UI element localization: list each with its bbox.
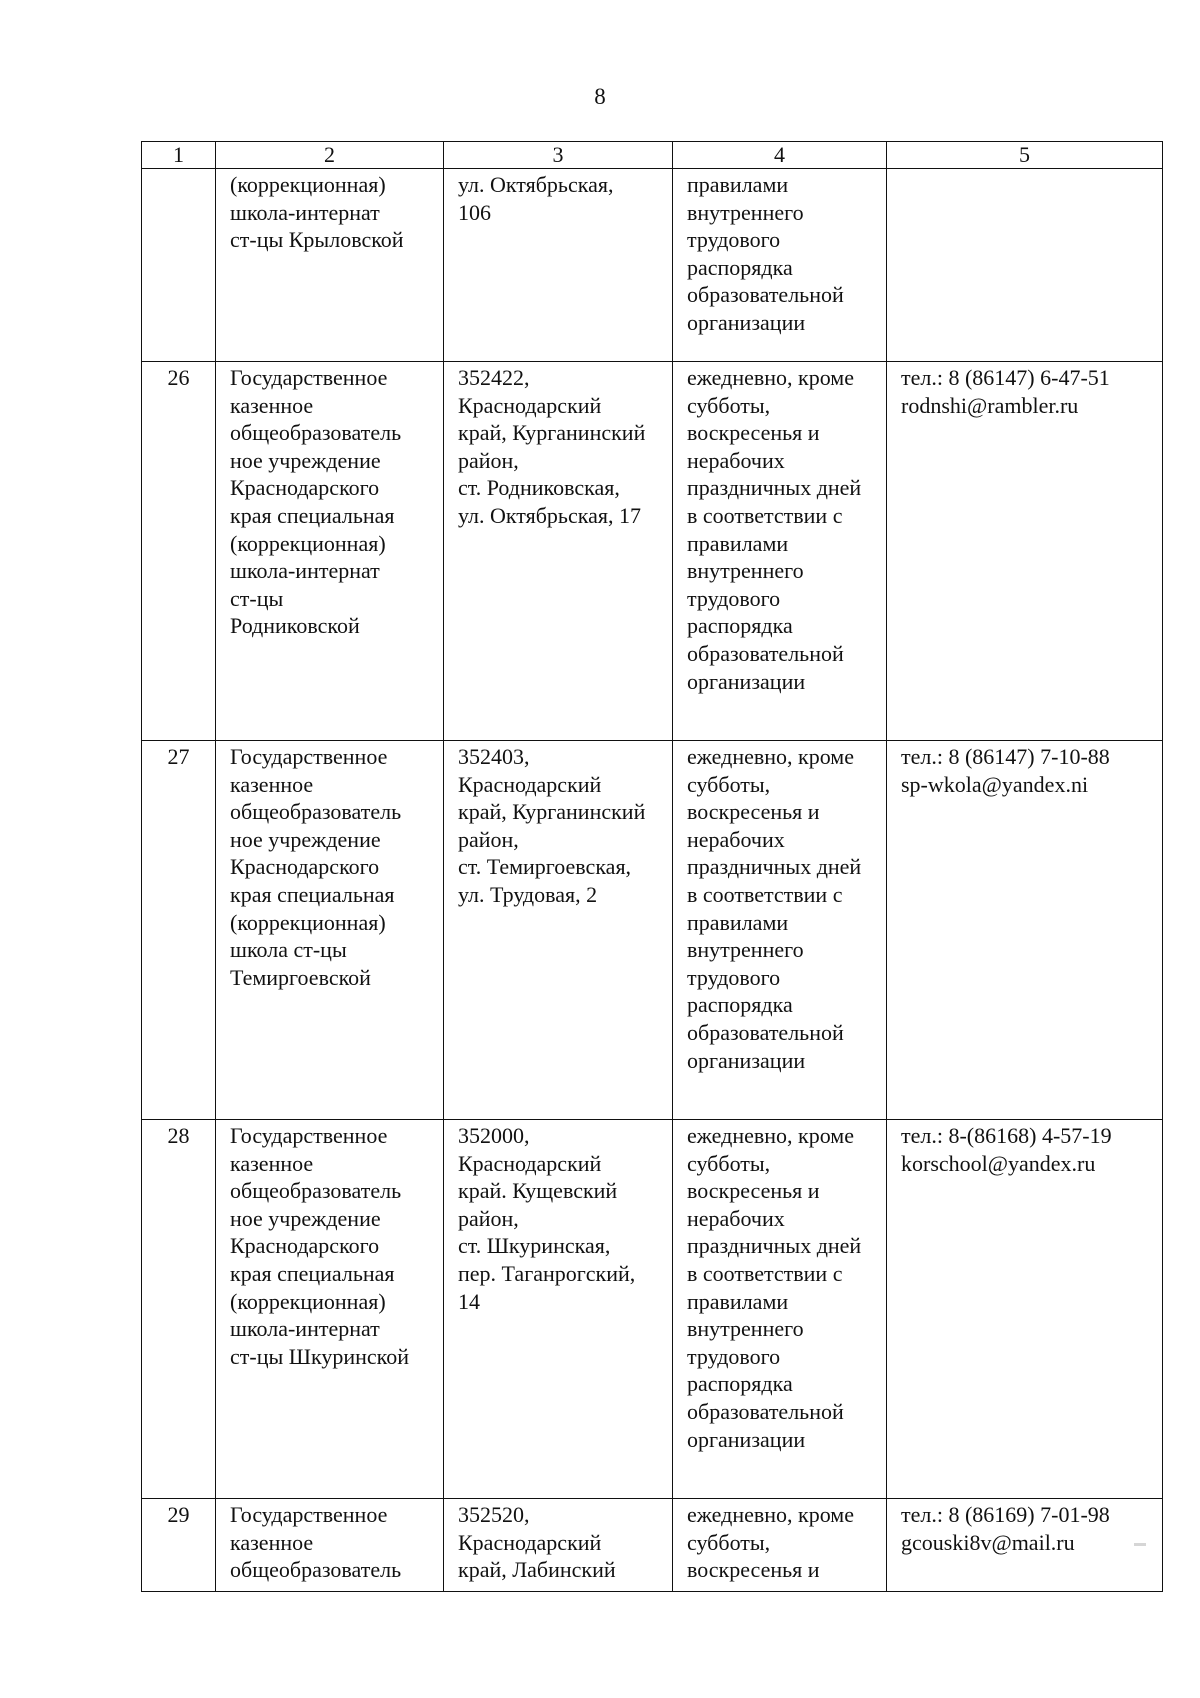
row-number: 27 (142, 741, 216, 1120)
column-header-2: 2 (216, 142, 444, 169)
row-number: 28 (142, 1120, 216, 1499)
working-schedule: ежедневно, кроме субботы, воскресенья и нерабочих праздничных дней в соответствии с правилами внутреннего трудового распорядка образовательной организации (673, 362, 887, 741)
institution-name: Государственное казенное общеобразователь ное учреждение Краснодарского края специальная (коррекционная) школа ст-цы Темиргоевской (216, 741, 444, 1120)
column-header-1: 1 (142, 142, 216, 169)
institution-address: 352520, Краснодарский край, Лабинский (444, 1499, 673, 1592)
column-header-5: 5 (887, 142, 1163, 169)
column-header-3: 3 (444, 142, 673, 169)
table-row (142, 1499, 1163, 1592)
row-number (142, 169, 216, 362)
institution-address: 352000, Краснодарский край. Кущевский район, ст. Шкуринская, пер. Таганрогский, 14 (444, 1120, 673, 1499)
institution-name: (коррекционная) школа-интернат ст-цы Крыловской (216, 169, 444, 362)
contact-info: тел.: 8 (86169) 7-01-98 gcouski8v@mail.ru (887, 1499, 1163, 1592)
scan-smudge (1134, 1543, 1146, 1546)
table-row (142, 1120, 1163, 1499)
contact-info: тел.: 8 (86147) 6-47-51 rodnshi@rambler.ru (887, 362, 1163, 741)
contact-info: тел.: 8 (86147) 7-10-88 sp-wkola@yandex.ni (887, 741, 1163, 1120)
institution-name: Государственное казенное общеобразователь (216, 1499, 444, 1592)
working-schedule: ежедневно, кроме субботы, воскресенья и нерабочих праздничных дней в соответствии с правилами внутреннего трудового распорядка образовательной организации (673, 741, 887, 1120)
institution-address: 352403, Краснодарский край, Курганинский район, ст. Темиргоевская, ул. Трудовая, 2 (444, 741, 673, 1120)
institution-name: Государственное казенное общеобразователь ное учреждение Краснодарского края специальная (коррекционная) школа-интернат ст-цы Родниковской (216, 362, 444, 741)
table-row (142, 362, 1163, 741)
row-number: 29 (142, 1499, 216, 1592)
working-schedule: ежедневно, кроме субботы, воскресенья и (673, 1499, 887, 1592)
table-row (142, 741, 1163, 1120)
institution-address: 352422, Краснодарский край, Курганинский район, ст. Родниковская, ул. Октябрьская, 17 (444, 362, 673, 741)
working-schedule: правилами внутреннего трудового распорядка образовательной организации (673, 169, 887, 362)
page-number: 8 (594, 84, 606, 109)
institutions-table (141, 141, 1163, 1592)
table-row (142, 169, 1163, 362)
column-header-4: 4 (673, 142, 887, 169)
row-number: 26 (142, 362, 216, 741)
institution-name: Государственное казенное общеобразователь ное учреждение Краснодарского края специальная (коррекционная) школа-интернат ст-цы Шкуринской (216, 1120, 444, 1499)
institution-address: ул. Октябрьская, 106 (444, 169, 673, 362)
header-row (142, 142, 1163, 169)
contact-info: тел.: 8-(86168) 4-57-19 korschool@yandex.ru (887, 1120, 1163, 1499)
working-schedule: ежедневно, кроме субботы, воскресенья и нерабочих праздничных дней в соответствии с правилами внутреннего трудового распорядка образовательной организации (673, 1120, 887, 1499)
contact-info (887, 169, 1163, 362)
